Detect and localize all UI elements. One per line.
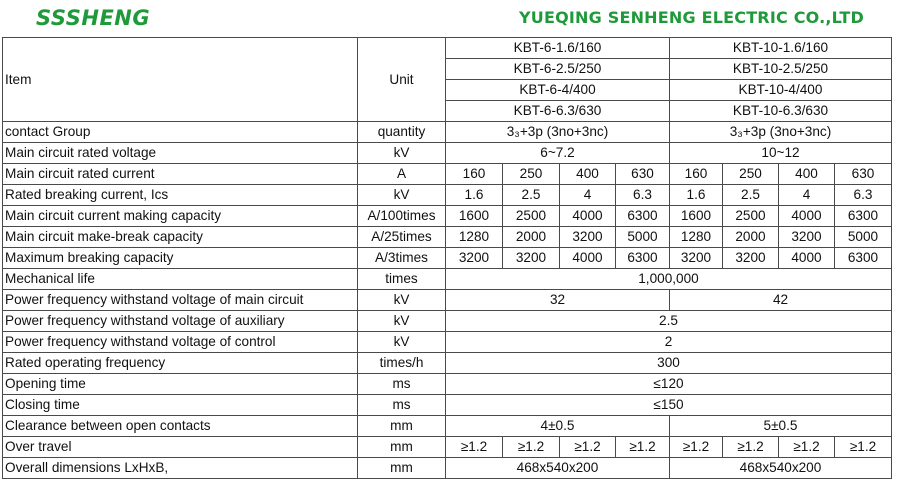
value-cell: 1.6	[670, 185, 723, 206]
unit-cell: kV	[358, 311, 446, 332]
value-cell: 300	[446, 353, 892, 374]
unit-header: Unit	[358, 38, 446, 122]
model-cell: KBT-10-2.5/250	[670, 59, 892, 80]
value-cell: 1600	[446, 206, 503, 227]
value-cell: 42	[670, 290, 892, 311]
value-cell: 4000	[560, 248, 616, 269]
item-cell: Main circuit current making capacity	[3, 206, 358, 227]
header-row	[3, 38, 892, 59]
value-cell: 468x540x200	[670, 458, 892, 479]
value-cell: 2	[446, 332, 892, 353]
value-cell: ≥1.2	[835, 437, 892, 458]
table-row	[3, 248, 892, 269]
value-cell: 3200	[503, 248, 560, 269]
table-row	[3, 395, 892, 416]
value-cell: 630	[616, 164, 670, 185]
value-cell: ≥1.2	[779, 437, 835, 458]
value-cell: 10~12	[670, 143, 892, 164]
company-name: YUEQING SENHENG ELECTRIC CO.,LTD	[518, 8, 864, 27]
value-cell: 160	[446, 164, 503, 185]
value-cell: 3200	[670, 248, 723, 269]
unit-cell: ms	[358, 374, 446, 395]
table-row	[3, 437, 892, 458]
spec-table-body	[3, 38, 892, 479]
unit-cell: A/3times	[358, 248, 446, 269]
value-cell: 4	[560, 185, 616, 206]
value-cell: 4±0.5	[446, 416, 670, 437]
model-cell: KBT-6-1.6/160	[446, 38, 670, 59]
value-cell: 4000	[779, 248, 835, 269]
value-cell: 468x540x200	[446, 458, 670, 479]
unit-cell: quantity	[358, 122, 446, 143]
value-cell: 2.5	[723, 185, 779, 206]
value-cell: 250	[503, 164, 560, 185]
table-row	[3, 353, 892, 374]
value-cell: 630	[835, 164, 892, 185]
value-cell: 160	[670, 164, 723, 185]
value-cell: 3200	[446, 248, 503, 269]
value-cell: 1280	[670, 227, 723, 248]
table-row	[3, 164, 892, 185]
item-cell: contact Group	[3, 122, 358, 143]
item-cell: Mechanical life	[3, 269, 358, 290]
model-cell: KBT-10-4/400	[670, 80, 892, 101]
value-cell: 250	[723, 164, 779, 185]
table-row	[3, 290, 892, 311]
value-cell: 3200	[723, 248, 779, 269]
item-cell: Power frequency withstand voltage of auxiliary	[3, 311, 358, 332]
page-header	[0, 0, 897, 37]
item-cell: Main circuit rated current	[3, 164, 358, 185]
unit-cell: kV	[358, 185, 446, 206]
item-header: Item	[3, 38, 358, 122]
value-cell: 2.5	[446, 311, 892, 332]
model-cell: KBT-6-4/400	[446, 80, 670, 101]
value-cell: 5000	[616, 227, 670, 248]
value-cell: 400	[560, 164, 616, 185]
value-cell: ≤120	[446, 374, 892, 395]
value-cell: 5±0.5	[670, 416, 892, 437]
unit-cell: mm	[358, 416, 446, 437]
value-cell: 3₃+3p (3no+3nc)	[446, 122, 670, 143]
model-cell: KBT-6-2.5/250	[446, 59, 670, 80]
value-cell: 6300	[616, 206, 670, 227]
value-cell: 6300	[835, 248, 892, 269]
unit-cell: mm	[358, 437, 446, 458]
table-row	[3, 206, 892, 227]
value-cell: 6.3	[616, 185, 670, 206]
item-cell: Overall dimensions LxHxB,	[3, 458, 358, 479]
value-cell: 2500	[723, 206, 779, 227]
unit-cell: kV	[358, 143, 446, 164]
value-cell: ≥1.2	[446, 437, 503, 458]
table-row	[3, 122, 892, 143]
value-cell: 2000	[723, 227, 779, 248]
unit-cell: A	[358, 164, 446, 185]
value-cell: 4000	[779, 206, 835, 227]
table-row	[3, 227, 892, 248]
unit-cell: kV	[358, 332, 446, 353]
item-cell: Rated breaking current, Ics	[3, 185, 358, 206]
item-cell: Opening time	[3, 374, 358, 395]
value-cell: 6~7.2	[446, 143, 670, 164]
unit-cell: ms	[358, 395, 446, 416]
value-cell: ≥1.2	[723, 437, 779, 458]
value-cell: 3₃+3p (3no+3nc)	[670, 122, 892, 143]
unit-cell: A/25times	[358, 227, 446, 248]
value-cell: 2500	[503, 206, 560, 227]
value-cell: 3200	[779, 227, 835, 248]
value-cell: 400	[779, 164, 835, 185]
model-cell: KBT-10-1.6/160	[670, 38, 892, 59]
model-cell: KBT-10-6.3/630	[670, 101, 892, 122]
value-cell: 6300	[616, 248, 670, 269]
value-cell: 1.6	[446, 185, 503, 206]
table-row	[3, 185, 892, 206]
item-cell: Closing time	[3, 395, 358, 416]
brand-logo: SSSHENG	[36, 6, 151, 30]
table-row	[3, 374, 892, 395]
value-cell: ≥1.2	[616, 437, 670, 458]
table-row	[3, 143, 892, 164]
item-cell: Main circuit rated voltage	[3, 143, 358, 164]
unit-cell: times/h	[358, 353, 446, 374]
item-cell: Maximum breaking capacity	[3, 248, 358, 269]
item-cell: Rated operating frequency	[3, 353, 358, 374]
value-cell: ≥1.2	[560, 437, 616, 458]
table-row	[3, 416, 892, 437]
value-cell: ≥1.2	[670, 437, 723, 458]
value-cell: 4	[779, 185, 835, 206]
item-cell: Over travel	[3, 437, 358, 458]
unit-cell: A/100times	[358, 206, 446, 227]
item-cell: Power frequency withstand voltage of control	[3, 332, 358, 353]
unit-cell: kV	[358, 290, 446, 311]
unit-cell: mm	[358, 458, 446, 479]
table-row	[3, 311, 892, 332]
value-cell: 4000	[560, 206, 616, 227]
value-cell: 32	[446, 290, 670, 311]
item-cell: Main circuit make-break capacity	[3, 227, 358, 248]
value-cell: 6.3	[835, 185, 892, 206]
model-cell: KBT-6-6.3/630	[446, 101, 670, 122]
unit-cell: times	[358, 269, 446, 290]
table-row	[3, 458, 892, 479]
table-row	[3, 332, 892, 353]
value-cell: 5000	[835, 227, 892, 248]
value-cell: 1,000,000	[446, 269, 892, 290]
value-cell: ≤150	[446, 395, 892, 416]
value-cell: 1280	[446, 227, 503, 248]
value-cell: 2.5	[503, 185, 560, 206]
value-cell: 2000	[503, 227, 560, 248]
value-cell: 1600	[670, 206, 723, 227]
item-cell: Power frequency withstand voltage of main circuit	[3, 290, 358, 311]
item-cell: Clearance between open contacts	[3, 416, 358, 437]
table-row	[3, 269, 892, 290]
value-cell: 6300	[835, 206, 892, 227]
spec-table	[2, 37, 892, 479]
value-cell: 3200	[560, 227, 616, 248]
value-cell: ≥1.2	[503, 437, 560, 458]
